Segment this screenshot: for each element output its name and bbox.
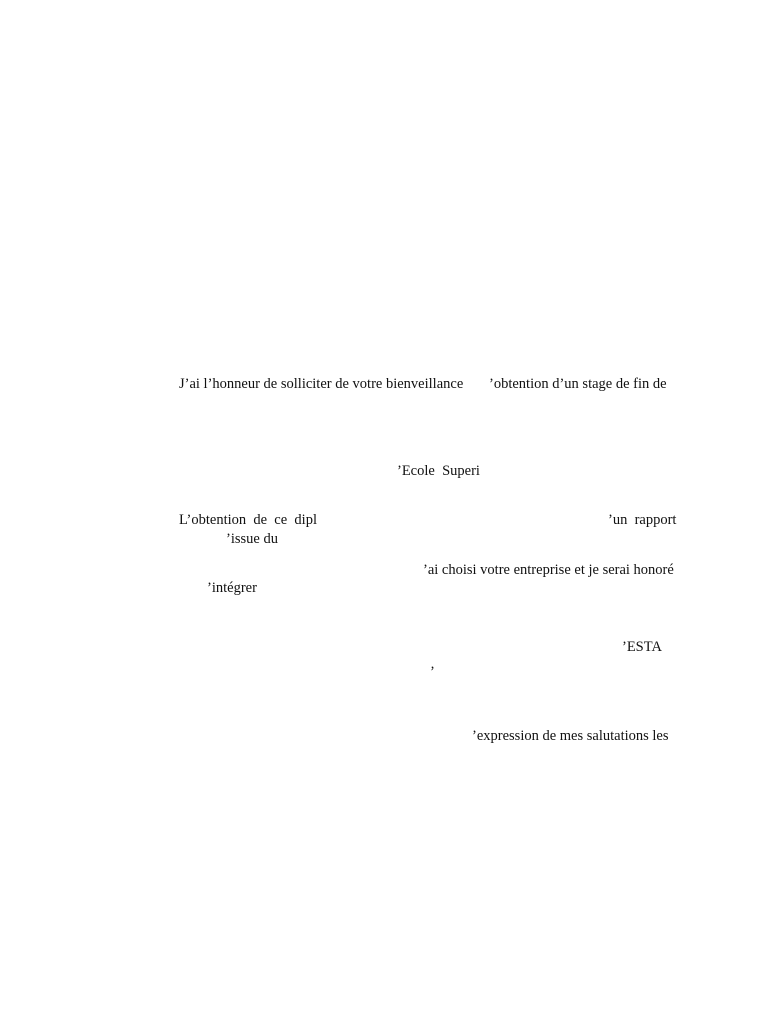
para3-line2: ’issue du	[226, 531, 278, 547]
para1-line1-left: J’ai l’honneur de solliciter de votre bienveillance	[179, 376, 464, 392]
para6-line1: ’expression de mes salutations les	[472, 728, 669, 744]
para1-line1-right: ’obtention d’un stage de fin de	[489, 376, 667, 392]
para4-line1: ’ai choisi votre entreprise et je serai honoré	[423, 562, 674, 578]
para4-line2: ’intégrer	[207, 580, 257, 596]
para3-line1-left: L’obtention de ce dipl	[179, 512, 317, 528]
para3-line1-right: ’un rapport	[608, 512, 677, 528]
para5-line1: ’ESTA	[622, 639, 662, 655]
para5-line2: ’	[430, 664, 435, 680]
para2-line1: ’Ecole Superi	[397, 463, 480, 479]
